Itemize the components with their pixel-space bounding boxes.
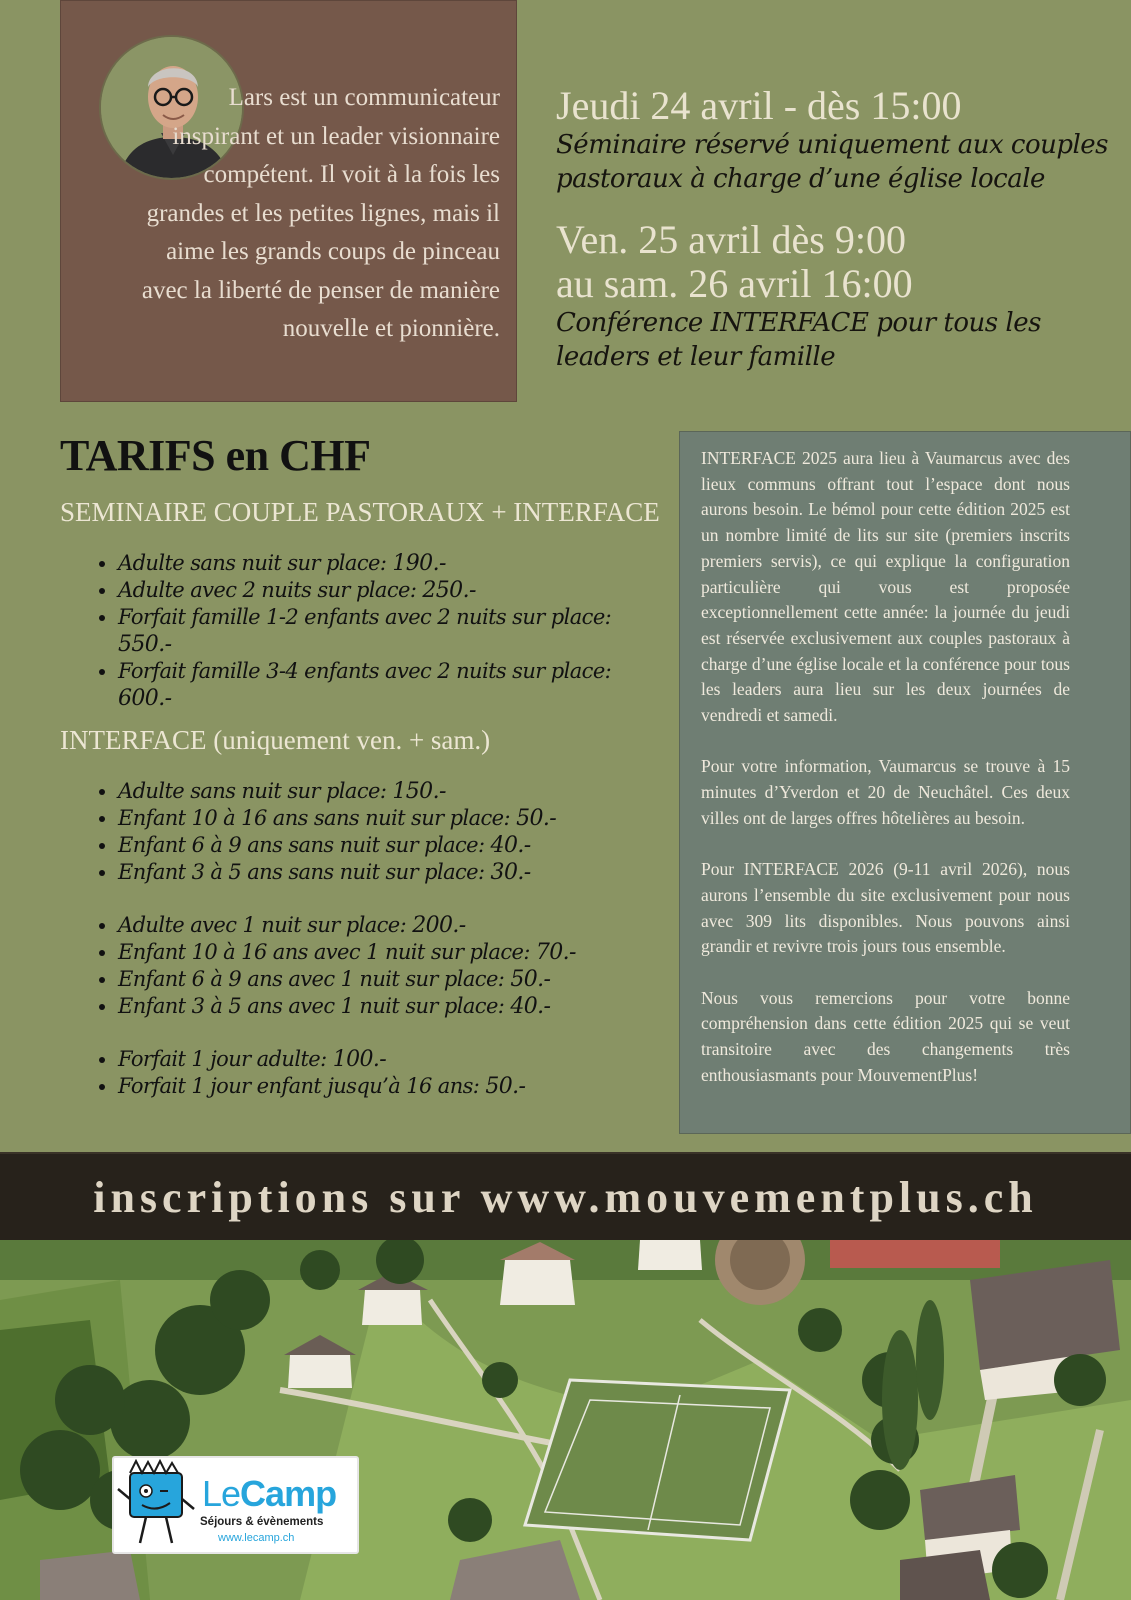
price-item [118,1046,660,1073]
schedule [556,84,1116,374]
price-value: 50.- [516,806,557,831]
price-item [118,966,660,993]
interface-one-night-list [118,912,660,1020]
price-label: Forfait 1 jour adulte: [118,1047,333,1071]
day1-what-line2: pastoraux à charge d’une église locale [556,164,1045,194]
info-paragraph: INTERFACE 2025 aura lieu à Vaumarcus avec des lieux communs offrant tout l’espace dont nous aurons besoin. Le bémol pour cette édition 2025 est un nombre limité de lits sur site (premiers inscrits premiers servis), ce qui explique la configuration particulière qui vous est proposée exceptionnellement cette année: la journée du jeudi est réservée exclusivement aux couples pastoraux à charge d’une église locale et la conférence pour tous les leaders aura lieu sur les deux journées de vendredi et samedi. [701,448,1070,726]
price-item [118,993,660,1020]
price-label: Forfait famille 1-2 enfants avec 2 nuits sur place: [118,605,612,629]
price-value: 600.- [118,686,172,711]
price-value: 550.- [118,632,172,657]
lecamp-subtitle: Séjours & évènements [200,1516,324,1528]
price-label: Forfait 1 jour enfant jusqu’à 16 ans: [118,1074,486,1098]
day2-what-line1: Conférence INTERFACE pour tous les [556,308,1041,338]
speaker-box [60,0,517,402]
info-paragraph: Pour votre information, Vaumarcus se trouve à 15 minutes d’Yverdon et 20 de Neuchâtel. Ces deux villes ont de larges offres hôtelières au besoin. [701,756,1070,828]
price-item [118,832,660,859]
price-value: 190.- [392,551,446,576]
price-item [118,550,660,577]
section1-price-list [118,550,660,712]
price-label: Enfant 3 à 5 ans avec 1 nuit sur place: [118,994,511,1018]
price-item [118,1073,660,1100]
price-value: 200.- [412,913,466,938]
price-item [118,859,660,886]
day2-what-line2: leaders et leur famille [556,342,836,372]
price-item [118,577,660,604]
info-paragraph: Nous vous remercions pour votre bonne compréhension dans cette édition 2025 qui se veut transitoire avec des changements très enthousiasmants pour MouvementPlus! [701,987,1070,1085]
price-value: 50.- [485,1074,526,1099]
price-value: 40.- [490,833,531,858]
registration-link-text[interactable]: inscriptions sur www.mouvementplus.ch [93,1172,1038,1222]
price-item [118,604,660,658]
price-label: Enfant 10 à 16 ans sans nuit sur place: [118,806,517,830]
price-label: Enfant 3 à 5 ans sans nuit sur place: [118,860,491,884]
price-value: 100.- [332,1047,387,1072]
price-label: Enfant 6 à 9 ans avec 1 nuit sur place: [118,967,511,991]
price-label: Adulte sans nuit sur place: [118,779,393,803]
price-label: Enfant 6 à 9 ans sans nuit sur place: [118,833,491,857]
price-item [118,805,660,832]
day2-when-line2: au sam. 26 avril 16:00 [556,261,913,306]
speaker-bio: Lars est un communicateur inspirant et un leader visionnaire compétent. Il voit à la fois les grandes et les petites lignes, mais il aime les grands coups de pinceau avec la liberté de penser de manière nouvelle et pionnière. [141,84,500,342]
price-value: 250.- [422,578,476,603]
lecamp-wordmark: LeCamp [202,1473,337,1514]
section1-title: SEMINAIRE COUPLE PASTORAUX + INTERFACE [60,497,660,527]
interface-no-night-list [118,778,660,886]
lecamp-mascot-icon [116,1459,196,1553]
price-item [118,939,660,966]
price-value: 40.- [510,994,551,1019]
info-box [679,431,1131,1134]
price-label: Forfait famille 3-4 enfants avec 2 nuits sur place: [118,659,612,683]
day1-when: Jeudi 24 avril - dès 15:00 [556,83,962,128]
price-label: Enfant 10 à 16 ans avec 1 nuit sur place: [118,940,536,964]
price-item [118,912,660,939]
price-item [118,778,660,805]
interface-day-pass-list [118,1046,660,1100]
day1-what-line1: Séminaire réservé uniquement aux couples [556,130,1109,160]
registration-banner [0,1152,1131,1240]
price-value: 30.- [490,860,531,885]
price-value: 70.- [535,940,576,965]
tariffs-section [60,428,660,1100]
lecamp-url[interactable]: www.lecamp.ch [218,1532,295,1544]
price-label: Adulte sans nuit sur place: [118,551,393,575]
day2-when-line1: Ven. 25 avril dès 9:00 [556,217,906,262]
lecamp-logo [112,1456,359,1554]
price-value: 50.- [510,967,551,992]
info-paragraph: Pour INTERFACE 2026 (9-11 avril 2026), nous aurons l’ensemble du site exclusivement pour nous avec 309 lits disponibles. Nous pouvons ainsi grandir et revivre trois jours tous ensemble. [701,859,1070,957]
price-item [118,658,660,712]
price-label: Adulte avec 1 nuit sur place: [118,913,413,937]
section2-title: INTERFACE (uniquement ven. + sam.) [60,725,491,755]
tariffs-title: TARIFS en CHF [60,431,371,480]
price-label: Adulte avec 2 nuits sur place: [118,578,423,602]
price-value: 150.- [392,779,446,804]
